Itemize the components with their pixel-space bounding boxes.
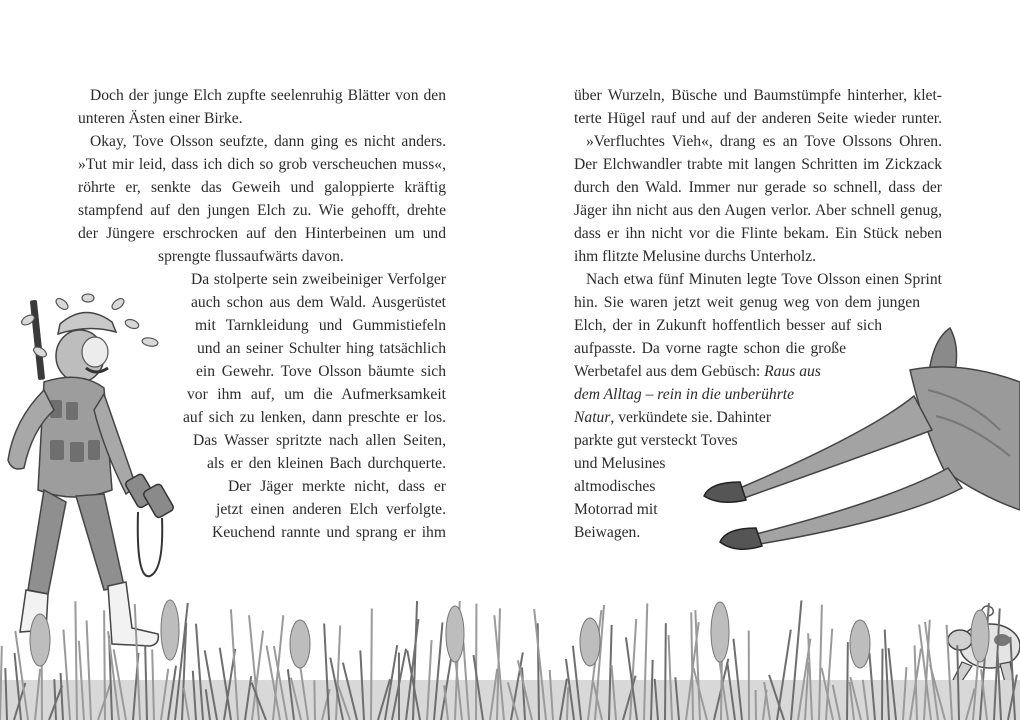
right-line-17: und Melusines (574, 455, 666, 472)
grass-illustration (0, 570, 1020, 720)
left-line-19: jetzt einen anderen Elch verfolgte. (216, 501, 446, 518)
right-line-9: Nach etwa fünf Minuten legte Tove Olsson einen Sprint (586, 271, 942, 288)
right-line-8: ihm flitzte Melusine durchs Unterholz. (574, 248, 817, 265)
sign-slogan-part-1: Raus aus (764, 363, 821, 380)
left-line-15: auf sich zu lenken, dann preschte er los. (183, 409, 446, 426)
right-line-5: durch den Wald. Immer nur gerade so schnell, dass der (574, 179, 942, 196)
left-line-4: »Tut mir leid, dass ich dich so grob verscheuchen muss«, (78, 156, 446, 173)
right-line-6: Jäger ihn nicht aus den Augen verlor. Aber schnell genug, (574, 202, 942, 219)
left-line-11: mit Tarnkleidung und Gummistiefeln (195, 317, 446, 334)
right-line-18: altmodisches (574, 478, 656, 495)
grass-blade (314, 680, 315, 720)
grass-blade (847, 642, 848, 720)
left-line-16: Das Wasser spritzte nach allen Seiten, (193, 432, 446, 449)
right-line-3: »Verfluchtes Vieh«, drang es an Tove Olssons Ohren. (586, 133, 942, 150)
left-line-8: sprengte flussaufwärts davon. (158, 248, 344, 265)
sign-slogan-part-3: Natur (574, 409, 611, 426)
left-line-14: vor ihm auf, um die Aufmerksamkeit (187, 386, 446, 403)
right-line-11: Elch, der in Zukunft hoffentlich besser auf sich (574, 317, 882, 334)
right-line-2: terte Hügel rauf und auf der anderen Seite wieder runter. (574, 110, 942, 127)
left-line-12: und an seiner Schulter hing tatsächlich (197, 340, 446, 357)
sign-after-text: , verkündete sie. Dahinter (610, 409, 772, 426)
left-line-17: als er den kleinen Bach durchquerte. (207, 455, 446, 472)
left-line-5: röhrte er, senkte das Geweih und galoppierte kräftig (78, 179, 446, 196)
right-line-19: Motorrad mit (574, 501, 658, 518)
left-line-9: Da stolperte sein zweibeiniger Verfolger (191, 271, 446, 288)
right-line-16: parkte gut versteckt Toves (574, 432, 738, 449)
sign-slogan-part-2: dem Alltag – rein in die unberührte (574, 386, 795, 403)
right-line-1: über Wurzeln, Büsche und Baumstümpfe hinterher, klet- (574, 87, 942, 104)
right-line-4: Der Elchwandler trabte mit langen Schritten im Zickzack (574, 156, 942, 173)
left-line-2: unteren Ästen einer Birke. (78, 110, 243, 127)
left-line-1: Doch der junge Elch zupfte seelenruhig Blätter von den (90, 87, 446, 104)
moose-illustration (700, 320, 1020, 560)
left-line-3: Okay, Tove Olsson seufzte, dann ging es nicht anders. (90, 133, 446, 150)
left-line-18: Der Jäger merkte nicht, dass er (228, 478, 446, 495)
grass-blade (567, 687, 568, 720)
left-line-20: Keuchend rannte und sprang er ihm (212, 524, 446, 541)
right-line-20: Beiwagen. (574, 524, 641, 541)
right-line-7: dass er ihn nicht vor die Flinte bekam. Ein Stück neben (574, 225, 942, 242)
left-line-6: stampfend auf den jungen Elch zu. Wie gehofft, drehte (78, 202, 446, 219)
left-line-13: ein Gewehr. Tove Olsson bäumte sich (196, 363, 446, 380)
right-line-12: aufpasste. Da vorne ragte schon die große (574, 340, 846, 357)
grass-blade (104, 610, 105, 720)
right-line-10: hin. Sie waren jetzt weit genug weg von dem jungen (574, 294, 920, 311)
grass-blade (665, 623, 666, 720)
left-line-7: der Jüngere erschrocken auf den Hinterbeinen um und (78, 225, 446, 242)
sign-intro-text: Werbetafel aus dem Gebüsch: (574, 363, 765, 380)
left-line-10: auch schon aus dem Wald. Ausgerüstet (191, 294, 446, 311)
grass-blade (371, 608, 372, 720)
